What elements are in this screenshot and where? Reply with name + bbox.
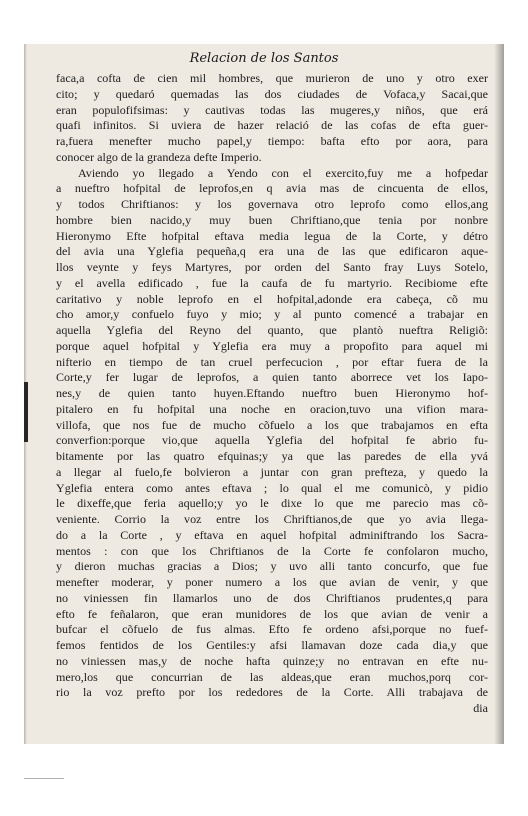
text-line: cito; y quedaró quemadas las dos ciudades de Vofaca,y Sacai,que [56,86,488,101]
text-line: femos fentidos de los Gentiles:y afsi llamavan doze cada dia,y que [56,638,488,652]
text-line: menefter moderar, y poner numero a los que avian de venir, y que [56,575,488,589]
book-page [24,44,504,744]
binding-mark [24,382,28,442]
text-line: mentos : con que los Chriftianos de la Corte fe confolaron mucho, [56,543,488,558]
text-line: quafi infinitos. Si uviera de hazer relació de las cofas de efta guer- [56,118,488,133]
text-line: del avia una Yglefia pequeña,q era una de las que edificaron aque- [56,244,488,259]
text-line: a nueftro hofpital de leprofos,en q avia mas de cincuenta de ellos, [56,181,488,196]
body-text [56,71,488,717]
text-line: no viniessen mas,y de noche hafta quinze;y no entravan en efte nu- [56,653,488,668]
text-line: hombre bien nacido,y muy buen Chriftiano,que tenia por nonbre [56,212,488,227]
text-line: faca,a cofta de cien mil hombres, que murieron de uno y otro exer [56,71,488,85]
text-line: do a la Corte , y eftava en aquel hofpital adminiftrando los Sacra- [56,527,488,542]
text-line: Hieronymo Efte hofpital eftava media legua de la Corte, y détro [56,228,488,243]
text-line: veniente. Corrio la voz entre los Chriftianos,de que yo avia llega- [56,512,488,526]
running-head: Relacion de los Santos [189,51,339,66]
text-line: aquella Yglefia del Reyno del quanto, que plantò nueftra Religiõ: [56,323,488,337]
text-line: no viniessen fin llamarlos uno de dos Chriftianos prudentes,q para [56,590,488,605]
text-line: pitalero en fu hofpital una noche en oracion,tuvo una vifion mara- [56,401,488,416]
text-line: mero,los que concurrian de las aldeas,que eran muchos,porq cor- [56,669,488,684]
text-line: le dixeffe,que feria aquello;y yo le dixe lo que me parecio mas cõ- [56,496,488,511]
text-line: Yglefia entera como antes eftava ; lo qual el me comunicò, y pidio [56,480,488,495]
text-line: caritativo y noble leprofo en el hofpital,adonde era cabeça, cõ mu [56,291,488,306]
text-line: converfion:porque vio,que aquella Yglefia del hofpital fe abrio fu- [56,433,488,448]
text-line: nifterio en tiempo de tan cruel perfecucion , por eftar fuera de la [56,354,488,369]
text-line: Aviendo yo llegado a Yendo con el exercito,fuy me a hofpedar [78,165,488,180]
text-line: eran populofifsimas: y cautivas todas las mugeres,y niños, que erá [56,102,488,117]
page-edge-shadow-right [494,44,504,744]
text-line: ra,fuera menefter mucho papel,y tiempo: bafta efto por aora, para [56,134,488,148]
text-line: efto fe feñalaron, que eran munidores de los que avian de venir a [56,606,488,621]
text-line: cho amor,y confuelo fuyo y mio; y al punto comencé a trabajar en [56,307,488,322]
text-line: bufcar el cõfuelo de fus almas. Efto fe ordeno afsi,porque no fuef- [56,622,488,637]
text-line: y el avella edificado , fue la caufa de fu martyrio. Recibiome efte [56,275,488,290]
scan-footer-mark [24,778,64,779]
text-line: rio la voz prefto por los rededores de la Corte. Alli trabajava de [56,685,488,700]
text-line: a llegar al fuelo,fe bolvieron a juntar con gran prefteza, y quedo la [56,464,488,479]
text-line: y todos Chriftianos: y los governava otro leprofo como ellos,ang [56,197,488,211]
text-line: villofa, que nos fue de mucho cõfuelo a los que trabajamos en efta [56,417,488,432]
text-line: y dieron muchas gracias a Dios; y uvo alli tanto concurfo, que fue [56,559,488,574]
text-line: bitamente por las quatro efquinas;y ya que las paredes de ella yvá [56,449,488,463]
text-line: llos veynte y feys Martyres, por orden del Santo fray Luys Sotelo, [56,260,488,274]
text-line: conocer algo de la grandeza defte Imperio. [56,149,262,164]
text-line: porque aquel hofpital y Yglefia era muy a propofito para aquel mi [56,338,488,353]
catchword: dia [473,701,488,715]
text-line: nes,y de quien tanto huyen.Eftando nueftro buen Hieronymo hof- [56,386,488,400]
text-line: Corte,y fer lugar de leprofos, a quien tanto aborrece vet los Iapo- [56,370,488,385]
